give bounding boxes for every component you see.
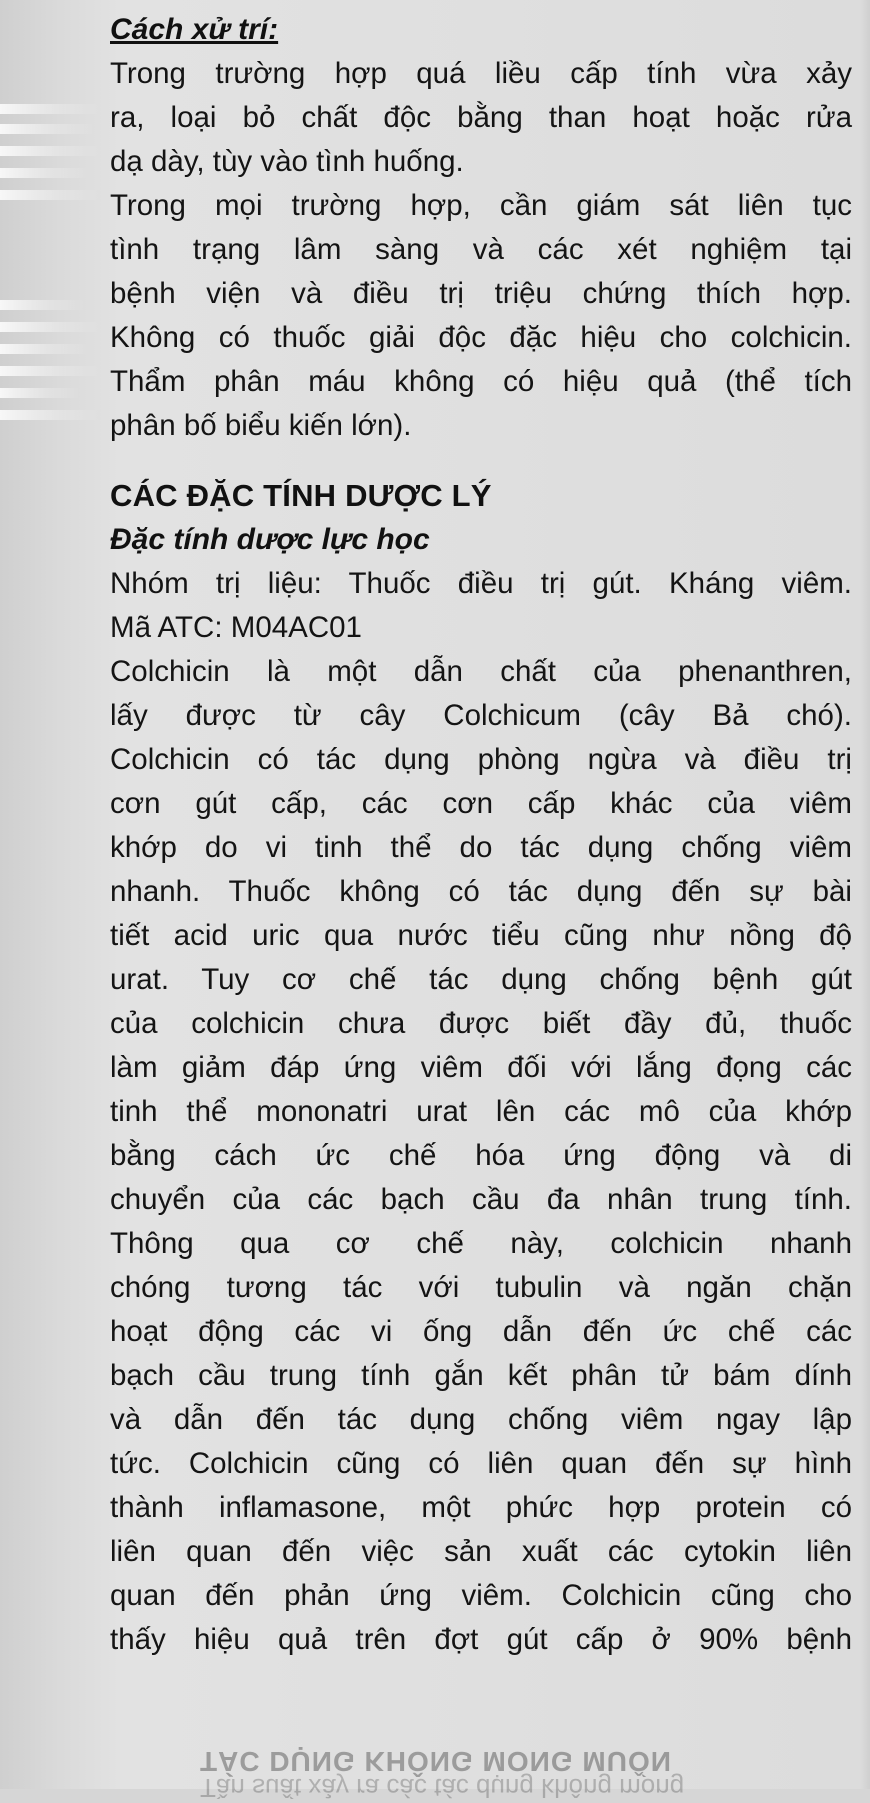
text-line: Thẩm phân máu không có hiệu quả (thể tích [110,365,852,398]
text-line: chóng tương tác với tubulin và ngăn chặn [110,1271,852,1304]
scan-stripe [0,104,100,114]
text-line: liên quan đến việc sản xuất các cytokin liên [110,1535,852,1568]
text-line: bạch cầu trung tính gắn kết phân tử bám dính [110,1359,852,1392]
text-line: cơn gút cấp, các cơn cấp khác của viêm [110,787,852,820]
text-line: quan đến phản ứng viêm. Colchicin cũng cho [110,1579,852,1612]
text-line: Nhóm trị liệu: Thuốc điều trị gút. Kháng viêm. [110,567,852,600]
text-line: khớp do vi tinh thể do tác dụng chống viêm [110,831,852,864]
text-line: ra, loại bỏ chất độc bằng than hoạt hoặc rửa [110,101,852,134]
scan-stripe [0,300,85,310]
scan-stripe [0,322,100,332]
text-line: Thông qua cơ chế này, colchicin nhanh [110,1227,852,1260]
scan-stripe [0,410,100,420]
scan-stripe [0,388,80,398]
document-body [110,8,852,1662]
text-line: hoạt động các vi ống dẫn đến ức chế các [110,1315,852,1348]
text-line: tức. Colchicin cũng có liên quan đến sự hình [110,1447,852,1480]
text-line: của colchicin chưa được biết đầy đủ, thuốc [110,1007,852,1040]
text-line: làm giảm đáp ứng viêm đối với lắng đọng các [110,1051,852,1084]
text-line: Không có thuốc giải độc đặc hiệu cho colchicin. [110,321,852,354]
text-line: phân bố biểu kiến lớn). [110,409,412,442]
text-line: tinh thể mononatri urat lên các mô của khớp [110,1095,852,1128]
text-line: thấy hiệu quả trên đợt gút cấp ở 90% bệnh [110,1623,852,1656]
text-line: lấy được từ cây Colchicum (cây Bả chó). [110,699,852,732]
text-line: dạ dày, tùy vào tình huống. [110,145,464,178]
scan-stripe [0,124,95,134]
text-line: urat. Tuy cơ chế tác dụng chống bệnh gút [110,963,852,996]
text-line: tiết acid uric qua nước tiểu cũng như nồng độ [110,919,852,952]
scan-stripe [0,190,100,200]
text-line: Trong trường hợp quá liều cấp tính vừa xảy [110,57,852,90]
text-line: Trong mọi trường hợp, cần giám sát liên tục [110,189,852,222]
text-line: tình trạng lâm sàng và các xét nghiệm tại [110,233,852,266]
text-line: bệnh viện và điều trị triệu chứng thích hợp. [110,277,852,310]
text-line: nhanh. Thuốc không có tác dụng đến sự bài [110,875,852,908]
text-line: bằng cách ức chế hóa ứng động và di [110,1139,852,1172]
scan-stripe [0,344,90,354]
text-line: Mã ATC: M04AC01 [110,611,362,644]
scan-stripe [0,146,100,156]
section-title: CÁC ĐẶC TÍNH DƯỢC LÝ [110,478,492,513]
scan-stripe [0,366,100,376]
text-line: chuyển của các bạch cầu đa nhân trung tính. [110,1183,852,1216]
text-line: Colchicin có tác dụng phòng ngừa và điều trị [110,743,852,776]
text-line: Colchicin là một dẫn chất của phenanthren, [110,655,852,688]
pharmacodynamics-subheading: Đặc tính dược lực học [110,523,430,556]
handling-heading: Cách xử trí: [110,13,279,46]
bleed-through-heading: TÁC DỤNG KHÔNG MONG MUỐN [200,1746,672,1777]
text-line: thành inflamasone, một phức hợp protein có [110,1491,852,1524]
scan-stripe [0,168,90,178]
text-line: và dẫn đến tác dụng chống viêm ngay lập [110,1403,852,1436]
bleed-through-line: Tần suất xảy ra các tác dụng không mong [200,1773,685,1803]
